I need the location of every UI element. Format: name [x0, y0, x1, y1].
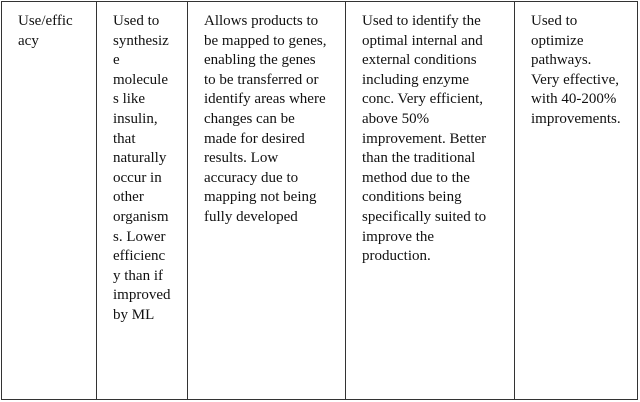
cell-text-line: improve the: [362, 228, 435, 245]
cell-text-line: made for desired: [204, 130, 305, 147]
cell-text-line: molecule: [113, 71, 168, 88]
cell-text-line: accuracy due to: [204, 169, 299, 186]
cell-text-line: production.: [362, 248, 431, 265]
cell-text-line: organism: [113, 208, 169, 225]
cell-text-line: improvement. Better: [362, 130, 487, 147]
cell-text-line: mapping not being: [204, 189, 317, 206]
cell-text-line: Allows products to: [204, 13, 319, 29]
cell-text-line: other: [113, 189, 144, 206]
cell-text-line: Very effective,: [531, 71, 620, 88]
cell-text-line: acy: [18, 32, 39, 49]
cell-text-line: with 40-200%: [531, 91, 617, 108]
cell-text-line: s. Lower: [113, 228, 166, 245]
cell-text-line: fully developed: [204, 208, 298, 225]
cell-text-line: e: [113, 52, 120, 69]
cell-text-line: including enzyme: [362, 71, 470, 88]
cell-gene-mapping: [188, 2, 346, 399]
cell-text-line: Used to identify the: [362, 13, 481, 29]
cell-text-line: insulin,: [113, 110, 158, 127]
row-header-cell: [2, 2, 97, 399]
cell-text-line: y than if: [113, 267, 163, 284]
cell-text-line: Used to: [531, 13, 578, 29]
cell-text-line: pathways.: [531, 52, 592, 69]
cell-text-line: results. Low: [204, 150, 279, 167]
cell-text-line: Used to: [113, 13, 160, 29]
cell-conditions: [346, 2, 515, 399]
cell-text-line: Use/effic: [18, 13, 73, 29]
cell-text-line: changes can be: [204, 110, 295, 127]
cell-text-line: efficienc: [113, 248, 166, 265]
cell-synthesis: [97, 2, 188, 399]
cell-text-line: optimal internal and: [362, 32, 483, 49]
cell-text-line: optimize: [531, 32, 584, 49]
cell-text-line: naturally: [113, 150, 167, 167]
cell-text-line: improvements.: [531, 110, 621, 127]
cell-text-line: identify areas where: [204, 91, 326, 108]
cell-text-line: s like: [113, 91, 146, 108]
cell-text-line: improved: [113, 287, 171, 304]
efficacy-table-row: [1, 1, 638, 400]
cell-text-line: occur in: [113, 169, 162, 186]
cell-text-line: method due to the: [362, 169, 470, 186]
cell-pathways: [515, 2, 637, 399]
cell-text-line: that: [113, 130, 136, 147]
cell-text-line: to be transferred or: [204, 71, 319, 88]
cell-text-line: enabling the genes: [204, 52, 316, 69]
cell-text-line: conditions being: [362, 189, 462, 206]
cell-text-line: conc. Very efficient,: [362, 91, 484, 108]
cell-text-line: above 50%: [362, 110, 430, 127]
cell-text-line: than the traditional: [362, 150, 476, 167]
cell-text-line: be mapped to genes,: [204, 32, 327, 49]
cell-text-line: synthesiz: [113, 32, 169, 49]
cell-text-line: specifically suited to: [362, 208, 487, 225]
cell-text-line: by ML: [113, 306, 155, 323]
cell-text-line: external conditions: [362, 52, 477, 69]
